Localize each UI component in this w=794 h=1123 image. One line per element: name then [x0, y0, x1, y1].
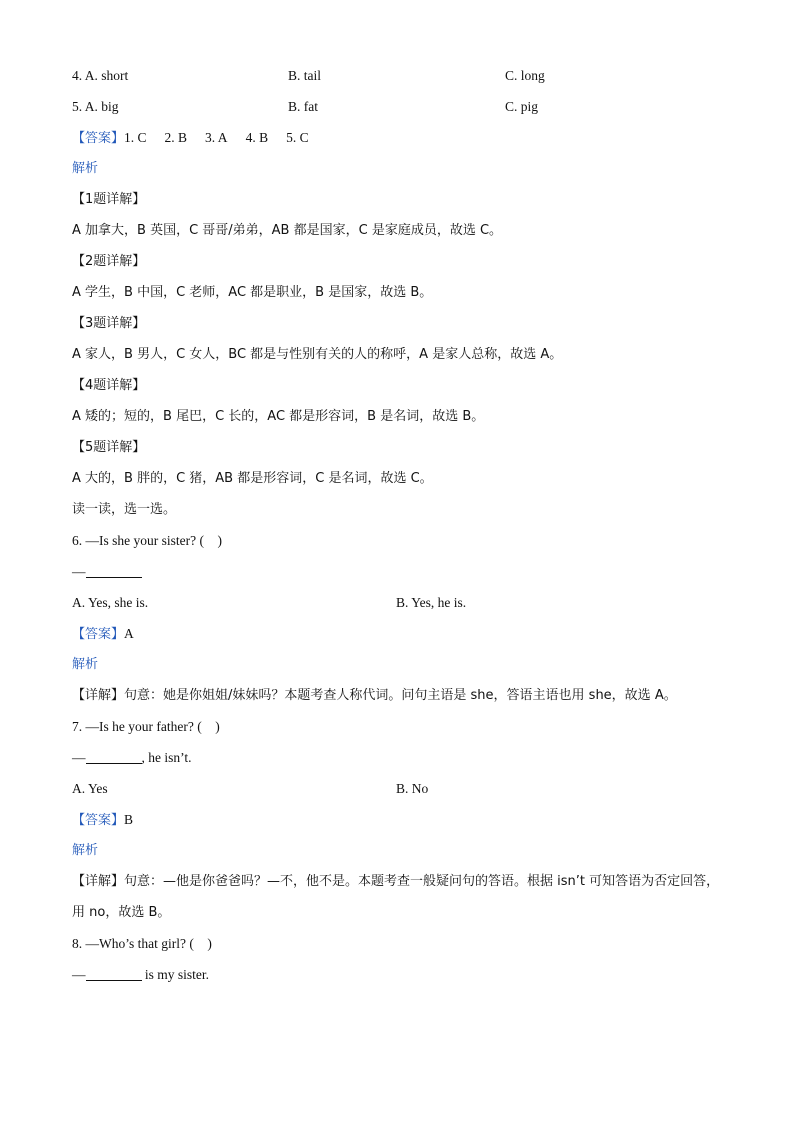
- document-page: [72, 60, 732, 990]
- q6-options: [72, 587, 732, 618]
- q7-reply: — , he isn’t.: [72, 750, 192, 765]
- q7-option-b: B. No: [396, 781, 429, 796]
- q6-reply: —: [72, 556, 732, 587]
- detail-head-5: 【5题详解】: [72, 440, 146, 455]
- q4-option-a: 4. A. short: [72, 68, 129, 83]
- answer-label: 【答案】: [72, 627, 125, 642]
- q6-question: 6. —Is she your sister? ( ): [72, 533, 222, 548]
- detail-text-1: A 加拿大，B 英国，C 哥哥/弟弟，AB 都是国家，C 是家庭成员，故选 C。: [72, 223, 503, 238]
- q7-question: 7. —Is he your father? ( ): [72, 719, 220, 734]
- q7-detail: 【详解】句意：—他是你爸爸吗？—不，他不是。本题考查一般疑问句的答语。根据 isn’t 可知答语为否定回答，用 no，故选 B。: [72, 874, 720, 920]
- q7-analysis-label: 解析: [72, 843, 99, 858]
- q6-analysis-label: 解析: [72, 657, 99, 672]
- q4-option-b: B. tail: [288, 68, 321, 83]
- q5-option-a: 5. A. big: [72, 99, 119, 114]
- detail-text-5: A 大的，B 胖的，C 猪，AB 都是形容词，C 是名词，故选 C。: [72, 471, 433, 486]
- answer-row: [72, 122, 732, 153]
- q8-reply: — is my sister.: [72, 967, 210, 982]
- detail-text-4: A 矮的；短的，B 尾巴，C 长的，AC 都是形容词，B 是名词，故选 B。: [72, 409, 485, 424]
- q6-option-b: B. Yes, he is.: [396, 595, 467, 610]
- q7-answer: 【答案】B: [72, 812, 134, 828]
- detail-head-4: 【4题详解】: [72, 378, 146, 393]
- q8-question: 8. —Who’s that girl? ( ): [72, 936, 212, 951]
- answer-label: 【答案】: [72, 813, 125, 828]
- q7-options: [72, 773, 732, 804]
- q6-option-a: A. Yes, she is.: [72, 595, 149, 610]
- answer-blank: [86, 966, 142, 981]
- question-4: [72, 60, 732, 91]
- q6-detail: 【详解】句意：她是你姐姐/妹妹吗？本题考查人称代词。问句主语是 she，答语主语也用 she，故选 A。: [72, 688, 677, 703]
- question-5: [72, 91, 732, 122]
- answer-label: 【答案】: [72, 131, 125, 146]
- q5-option-b: B. fat: [288, 99, 318, 114]
- detail-text-3: A 家人，B 男人，C 女人，BC 都是与性别有关的人的称呼，A 是家人总称，故选 A。: [72, 347, 563, 362]
- answer-item: 2. B: [164, 130, 188, 145]
- q4-option-c: C. long: [505, 68, 545, 83]
- detail-text-2: A 学生，B 中国，C 老师，AC 都是职业，B 是国家，故选 B。: [72, 285, 433, 300]
- answer-blank: [86, 563, 142, 578]
- detail-head-3: 【3题详解】: [72, 316, 146, 331]
- detail-head-1: 【1题详解】: [72, 192, 146, 207]
- answer-blank: [86, 749, 142, 764]
- q7-option-a: A. Yes: [72, 781, 108, 796]
- answer-item: 4. B: [245, 130, 269, 145]
- detail-head-2: 【2题详解】: [72, 254, 146, 269]
- q6-answer: 【答案】A: [72, 626, 134, 642]
- answer-item: 5. C: [286, 130, 309, 145]
- analysis-label: 解析: [72, 161, 99, 176]
- q5-option-c: C. pig: [505, 99, 539, 114]
- section-title: 读一读，选一选。: [72, 502, 177, 517]
- answer-item: 1. C: [124, 130, 147, 145]
- answer-item: 3. A: [205, 130, 228, 145]
